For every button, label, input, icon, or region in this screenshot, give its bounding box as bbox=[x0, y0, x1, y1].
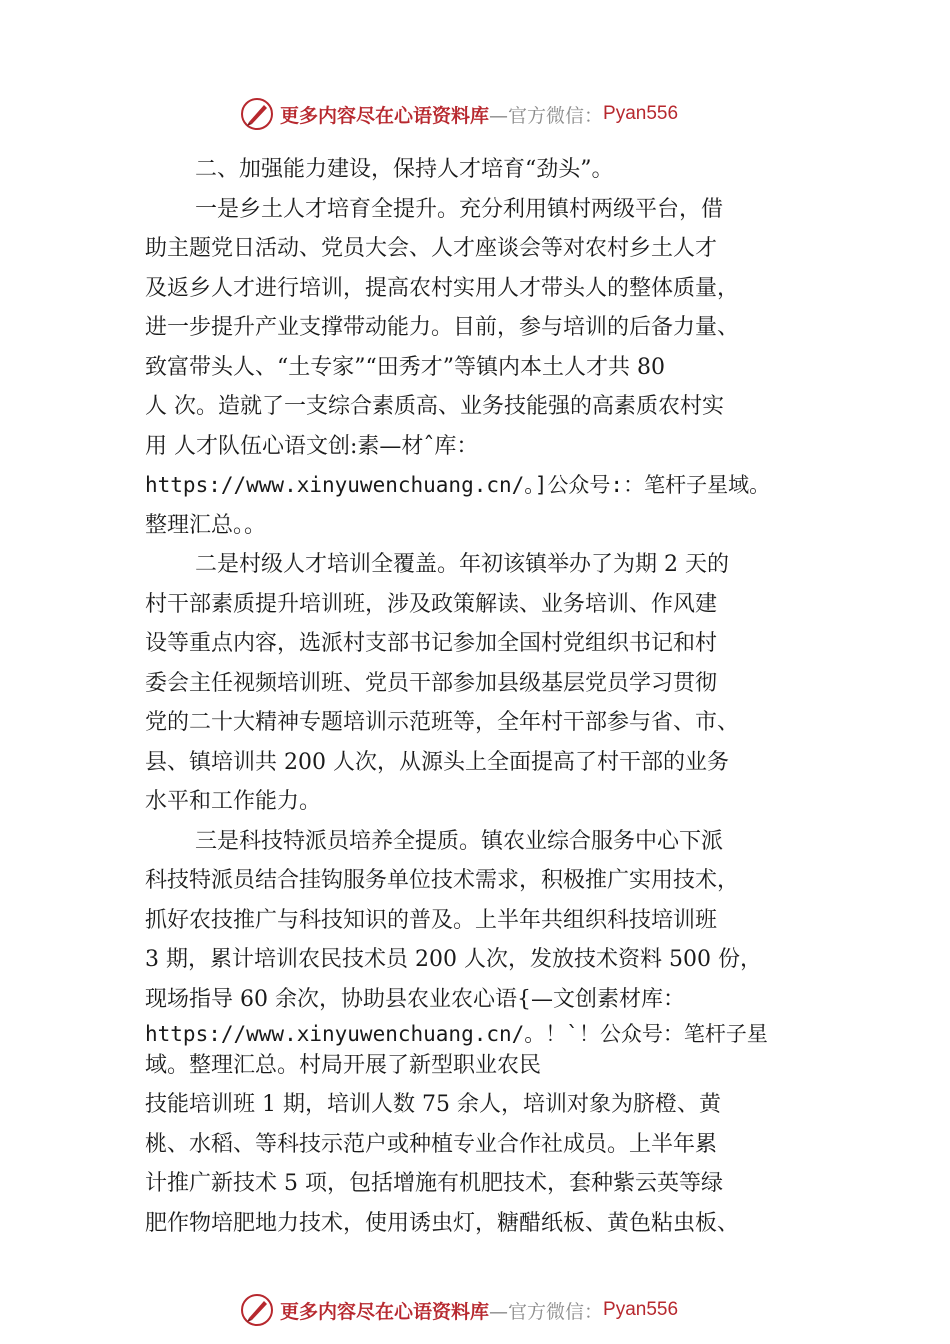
text-line: 二是村级人才培训全覆盖。年初该镇举办了为期 2 天的 bbox=[195, 552, 729, 577]
text-line: 桃、水稻、等科技示范户或种植专业合作社成员。上半年累 bbox=[145, 1131, 718, 1157]
text-line: 致富带头人、“土专家”“田秀才”等镇内本土人才共 80 bbox=[145, 354, 665, 380]
text-line: 肥作物培肥地力技术，使用诱虫灯，糖醋纸板、黄色粘虫板、 bbox=[145, 1210, 740, 1236]
text-line: 抓好农技推广与科技知识的普及。上半年共组织科技培训班 bbox=[145, 907, 718, 933]
text-line: 域。整理汇总。村局开展了新型职业农民 bbox=[145, 1053, 542, 1078]
watermark-label: —官方微信： bbox=[489, 1300, 604, 1323]
pen-logo-icon bbox=[240, 97, 274, 131]
text-line: 助主题党日活动、党员大会、人才座谈会等对农村乡土人才 bbox=[145, 236, 718, 261]
text-line: 村干部素质提升培训班，涉及政策解读、业务培训、作风建 bbox=[145, 591, 718, 617]
text-line-url: https://www.xinyuwenchuang.cn/。！`！公众号：笔杆子星 bbox=[145, 1022, 768, 1046]
section-heading: 二、加强能力建设，保持人才培育“劲头”。 bbox=[195, 157, 614, 182]
pen-logo-icon bbox=[240, 1293, 274, 1327]
text-line-url: https://www.xinyuwenchuang.cn/。]公众号:：笔杆子星域。 bbox=[145, 473, 771, 497]
watermark-title: 更多内容尽在心语资料库 bbox=[280, 104, 490, 127]
text-line: 设等重点内容，选派村支部书记参加全国村党组织书记和村 bbox=[145, 631, 718, 656]
text-line: 党的二十大精神专题培训示范班等，全年村干部参与省、市、 bbox=[145, 710, 740, 735]
text-line: 技能培训班 1 期，培训人数 75 余人，培训对象为脐橙、黄 bbox=[145, 1092, 721, 1117]
text-line: 水平和工作能力。 bbox=[145, 789, 322, 814]
text-line: 现场指导 60 余次，协助县农业农心语{—文创素材库： bbox=[145, 986, 685, 1012]
text-line: 3 期，累计培训农民技术员 200 人次，发放技术资料 500 份， bbox=[145, 947, 762, 972]
text-line: 计推广新技术 5 项，包括增施有机肥技术，套种紫云英等绿 bbox=[145, 1171, 723, 1196]
text-line: 进一步提升产业支撑带动能力。目前，参与培训的后备力量、 bbox=[145, 315, 740, 340]
watermark-account: Pyan556 bbox=[603, 1299, 679, 1320]
watermark-header bbox=[240, 96, 678, 132]
watermark-footer bbox=[240, 1292, 678, 1328]
watermark-account: Pyan556 bbox=[603, 103, 679, 124]
text-line: 三是科技特派员培养全提质。镇农业综合服务中心下派 bbox=[195, 828, 724, 854]
text-line: 委会主任视频培训班、党员干部参加县级基层党员学习贯彻 bbox=[145, 670, 718, 696]
watermark-label: —官方微信： bbox=[489, 104, 604, 127]
text-line: 及返乡人才进行培训，提高农村实用人才带头人的整体质量， bbox=[145, 275, 740, 301]
text-line: 整理汇总。。 bbox=[145, 512, 267, 538]
text-line: 人 次。造就了一支综合素质高、业务技能强的高素质农村实 bbox=[145, 394, 724, 419]
text-line: 一是乡土人才培育全提升。充分利用镇村两级平台，借 bbox=[195, 196, 724, 222]
watermark-title: 更多内容尽在心语资料库 bbox=[280, 1300, 490, 1323]
text-line: 用 人才队伍心语文创:素—材ˆ库： bbox=[145, 433, 479, 459]
text-line: 县、镇培训共 200 人次，从源头上全面提高了村干部的业务 bbox=[145, 749, 729, 775]
text-line: 科技特派员结合挂钩服务单位技术需求，积极推广实用技术， bbox=[145, 868, 740, 893]
document-body bbox=[145, 150, 840, 1243]
